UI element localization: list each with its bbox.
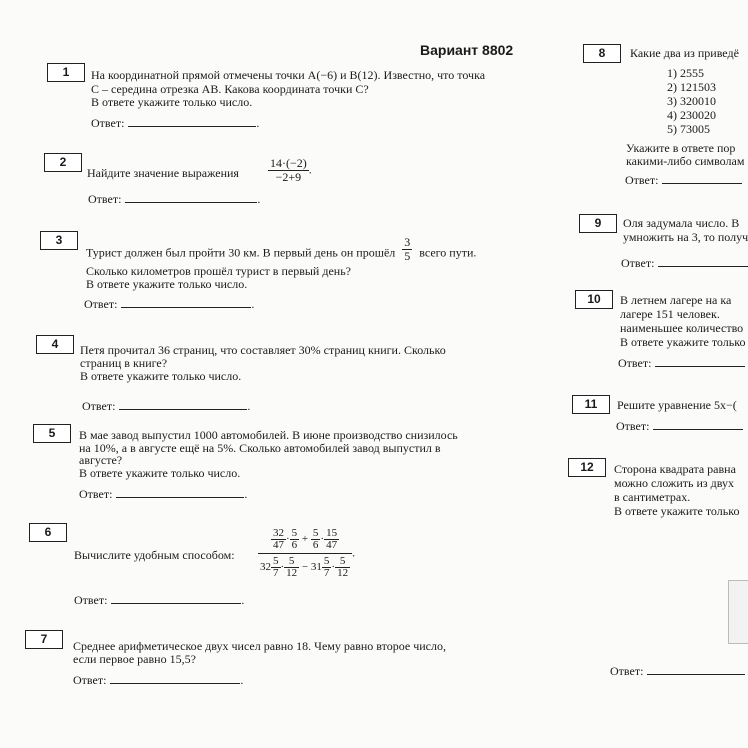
q12-figure	[728, 580, 748, 644]
q2-answer[interactable]: Ответ: .	[88, 192, 261, 206]
answer-label: Ответ:	[74, 593, 108, 607]
q8-answer[interactable]	[625, 173, 742, 188]
answer-line[interactable]	[125, 192, 257, 203]
q6-text: Вычислите удобным способом:	[74, 548, 235, 562]
q6-c4: 12	[286, 567, 298, 579]
q5-line3: августе?	[79, 453, 123, 467]
q6-a1: 32	[273, 527, 284, 539]
question-number-4: 4	[36, 335, 74, 354]
q8-text: Какие два из приведё	[630, 46, 739, 60]
q6-d-int: 31	[310, 561, 322, 574]
answer-label: Ответ:	[621, 256, 655, 270]
question-number-2: 2	[44, 153, 82, 172]
q6-b2: 6	[312, 539, 319, 551]
q9-line1: Оля задумала число. В	[623, 216, 740, 230]
q1-answer[interactable]: Ответ: .	[91, 116, 260, 130]
q7-line1: Среднее арифметическое двух чисел равно 18. Чему равно второе число,	[73, 639, 446, 653]
q3-line2: Сколько километров прошёл турист в первый день?	[86, 264, 352, 278]
q6-answer[interactable]: Ответ: .	[74, 593, 245, 607]
question-number-7: 7	[25, 630, 63, 649]
q3-line1-end: всего пути.	[419, 245, 477, 260]
q10-line1: В летнем лагере на ка	[620, 293, 732, 307]
q5-answer[interactable]: Ответ: .	[79, 487, 248, 501]
q11-answer[interactable]	[616, 419, 743, 434]
answer-label: Ответ:	[625, 173, 659, 187]
q2-numerator: 14·(−2)	[270, 156, 307, 170]
q5-line2: на 10%, а в августе ещё на 5%. Сколько автомобилей завод выпустил в	[79, 441, 441, 455]
answer-line[interactable]	[128, 116, 256, 127]
answer-line[interactable]	[655, 356, 745, 367]
answer-label: Ответ:	[610, 664, 644, 678]
q6-c1: 5	[273, 555, 279, 567]
answer-label: Ответ:	[88, 192, 122, 206]
q12-line3: в сантиметрах.	[614, 490, 691, 504]
q10-line2: лагере 151 человек.	[620, 307, 720, 321]
answer-label: Ответ:	[91, 116, 125, 130]
q3-frac-num: 3	[404, 235, 411, 249]
answer-line[interactable]	[110, 673, 240, 684]
q12-answer[interactable]	[610, 664, 745, 679]
q3-frac-den: 5	[404, 249, 411, 263]
q3-line1	[86, 235, 477, 263]
q7-answer[interactable]: Ответ: .	[73, 673, 244, 687]
answer-line[interactable]	[662, 173, 742, 184]
q6-c3: 5	[284, 556, 299, 568]
q8-option-2: 2) 121503	[667, 80, 716, 94]
q12-line1: Сторона квадрата равна	[614, 462, 736, 476]
q1-line3: В ответе укажите только число.	[91, 95, 253, 109]
question-number-10: 10	[575, 290, 613, 309]
q6-d3: 5	[335, 556, 350, 568]
q6-d1: 5	[323, 555, 330, 567]
question-number-9: 9	[579, 214, 617, 233]
q8-options	[667, 66, 716, 136]
q6-b3: 15	[326, 527, 338, 539]
q5-line4: В ответе укажите только число.	[79, 466, 241, 480]
answer-line[interactable]	[653, 419, 743, 430]
answer-line[interactable]	[119, 399, 247, 410]
q7-line2: если первое равно 15,5?	[73, 652, 196, 666]
q6-a3: 5	[291, 527, 298, 539]
question-number-6: 6	[29, 523, 67, 542]
q4-answer[interactable]: Ответ: .	[82, 399, 251, 413]
answer-label: Ответ:	[84, 297, 118, 311]
q2-expression: $\frac{14\cdot(-2)}{-2+9}$ .	[270, 156, 312, 184]
question-number-5: 5	[33, 424, 71, 443]
q9-line2: умножить на 3, то получ	[623, 230, 748, 244]
q8-option-3: 3) 320010	[667, 94, 716, 108]
q6-c-int: 32	[260, 561, 271, 574]
q3-answer[interactable]: Ответ: .	[84, 297, 255, 311]
q10-answer[interactable]	[618, 356, 745, 371]
q6-expression: $\frac{32}{47}$ · $\frac{5}{6}$ + $\frac{5}{6}$ · $\frac{15}{47}$ 32 $\frac{5}{7}$ · $\frac{5}{12}$ − 31 $\frac{5}{7}$ · $\frac{5}{12}$ .	[260, 527, 356, 579]
q8-line1: Укажите в ответе пор	[626, 141, 736, 155]
q1-line2: C – середина отрезка AB. Какова координата точки C?	[91, 82, 369, 96]
q5-line1: В мае завод выпустил 1000 автомобилей. В июне производство снизилось	[79, 428, 458, 442]
q8-line2: какими-либо символам	[626, 154, 745, 168]
answer-line[interactable]	[111, 593, 241, 604]
q6-c2: 7	[273, 567, 279, 579]
answer-label: Ответ:	[82, 399, 116, 413]
q6-b1: 5	[312, 527, 319, 539]
variant-title: Вариант 8802	[420, 42, 514, 58]
answer-line[interactable]	[116, 487, 244, 498]
q2-text: Найдите значение выражения	[87, 166, 239, 180]
q4-line3: В ответе укажите только число.	[80, 369, 242, 383]
q4-line2: страниц в книге?	[80, 356, 168, 370]
q8-option-5: 5) 73005	[667, 122, 710, 136]
answer-label: Ответ:	[79, 487, 113, 501]
q12-line4: В ответе укажите только	[614, 504, 740, 518]
q10-line4: В ответе укажите только	[620, 335, 746, 349]
q3-line1-start: Турист должен был пройти 30 км. В первый день он прошёл	[86, 245, 396, 260]
q8-option-4: 4) 230020	[667, 108, 716, 122]
q6-b4: 47	[326, 539, 338, 551]
q2-denominator: −2+9	[275, 170, 302, 184]
answer-label: Ответ:	[616, 419, 650, 433]
q6-a2: 47	[273, 539, 284, 551]
answer-line[interactable]	[121, 297, 251, 308]
q6-d2: 7	[323, 567, 330, 579]
q9-answer[interactable]	[621, 256, 748, 271]
question-number-1: 1	[47, 63, 85, 82]
q11-text: Решите уравнение 5x−(	[617, 398, 737, 412]
q12-line2: можно сложить из двух	[614, 476, 734, 490]
answer-label: Ответ:	[73, 673, 107, 687]
question-number-12: 12	[568, 458, 606, 477]
q3-line3: В ответе укажите только число.	[86, 277, 248, 291]
q6-d4: 12	[337, 567, 349, 579]
q8-option-1: 1) 2555	[667, 66, 704, 80]
answer-line[interactable]	[658, 256, 748, 267]
q1-line1: На координатной прямой отмечены точки A(−6) и B(12). Известно, что точка	[91, 68, 486, 82]
answer-label: Ответ:	[618, 356, 652, 370]
q4-line1: Петя прочитал 36 страниц, что составляет 30% страниц книги. Сколько	[80, 343, 446, 357]
q6-a4: 6	[291, 539, 298, 551]
question-number-3: 3	[40, 231, 78, 250]
question-number-11: 11	[572, 395, 610, 414]
answer-line[interactable]	[647, 664, 745, 675]
question-number-8: 8	[583, 44, 621, 63]
q10-line3: наименьшее количество	[620, 321, 744, 335]
